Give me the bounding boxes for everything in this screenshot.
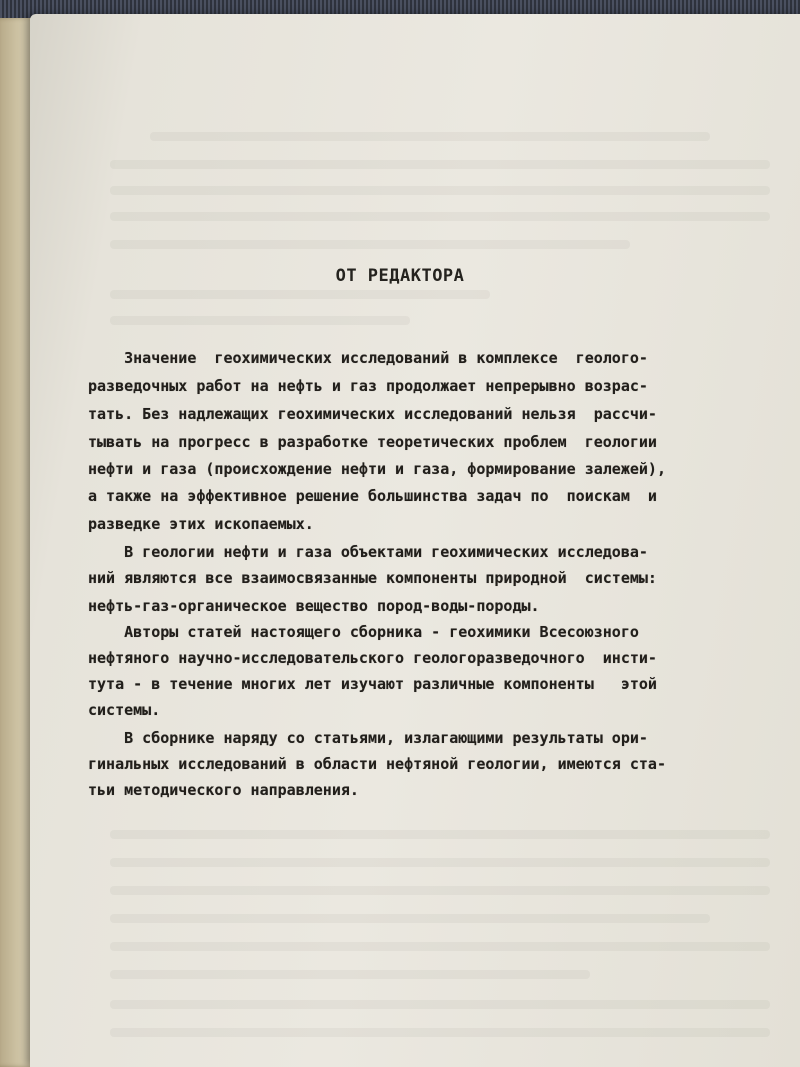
bleed-through-line (110, 290, 490, 299)
text-line: разведке этих ископаемых. (88, 515, 314, 533)
text-line: В сборнике наряду со статьями, излагающими результаты ори- (88, 729, 648, 747)
text-line: тывать на прогресс в разработке теоретических проблем геологии (88, 433, 657, 451)
bleed-through-line (110, 942, 770, 951)
bleed-through-line (110, 970, 590, 979)
bleed-through-line (110, 212, 770, 221)
bleed-through-line (110, 886, 770, 895)
text-line: гинальных исследований в области нефтяной геологии, имеются ста- (88, 755, 666, 773)
text-line: нефть-газ-органическое вещество пород-воды-породы. (88, 597, 540, 615)
bleed-through-line (150, 132, 710, 141)
text-line: Значение геохимических исследований в комплексе геолого- (88, 349, 648, 367)
text-line: тать. Без надлежащих геохимических исследований нельзя рассчи- (88, 405, 657, 423)
text-line: системы. (88, 701, 161, 719)
bleed-through-line (110, 1000, 770, 1009)
bleed-through-line (110, 858, 770, 867)
bleed-through-line (110, 1028, 770, 1037)
text-line: Авторы статей настоящего сборника - геохимики Всесоюзного (88, 623, 639, 641)
text-line: нефтяного научно-исследовательского геологоразведочного инсти- (88, 649, 657, 667)
bleed-through-line (110, 186, 770, 195)
text-line: В геологии нефти и газа объектами геохимических исследова- (88, 543, 648, 561)
text-line: тьи методического направления. (88, 781, 359, 799)
bleed-through-line (110, 830, 770, 839)
bleed-through-line (110, 316, 410, 325)
text-line: ний являются все взаимосвязанные компоненты природной системы: (88, 569, 657, 587)
bleed-through-line (110, 914, 710, 923)
page-title: ОТ РЕДАКТОРА (335, 266, 465, 286)
text-line: а также на эффективное решение большинства задач по поискам и (88, 487, 657, 505)
bleed-through-line (110, 240, 630, 249)
text-line: нефти и газа (происхождение нефти и газа, формирование залежей), (88, 460, 666, 478)
text-line: разведочных работ на нефть и газ продолжает непрерывно возрас- (88, 377, 648, 395)
bleed-through-line (110, 160, 770, 169)
text-line: тута - в течение многих лет изучают различные компоненты этой (88, 675, 657, 693)
